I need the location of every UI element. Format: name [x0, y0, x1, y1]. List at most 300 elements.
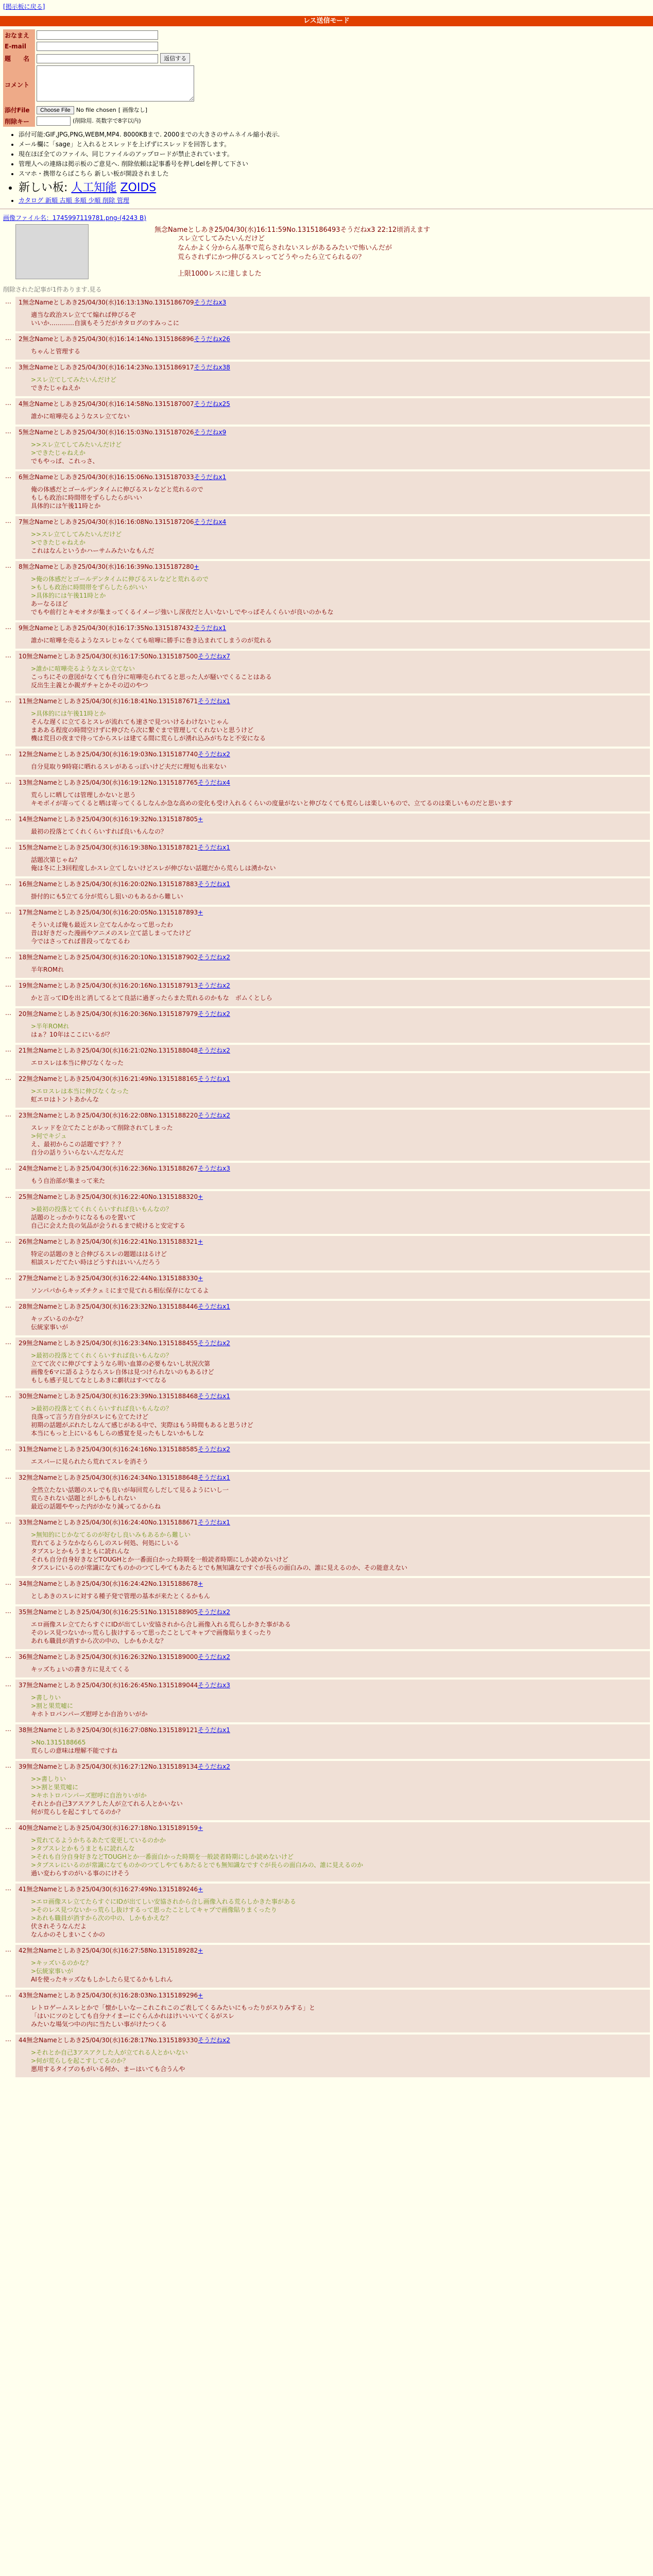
quote-line: >>割と果荒嘘に [31, 1784, 79, 1791]
reply-post [3, 1236, 650, 1270]
soudane-button[interactable]: + [198, 1238, 203, 1245]
reply-meta: 無念Nameとしあき25/04/30(水)16:22:41No.1315188321 [26, 1238, 198, 1245]
reply-post [3, 398, 650, 425]
board-link-ai[interactable]: 人工知能 [71, 181, 117, 194]
reply-post [3, 1337, 650, 1388]
reply-box [15, 651, 650, 693]
subject-input[interactable] [37, 54, 158, 63]
quote-line: >最初の投落とてくれくらいすれば良いもんなの？ [31, 1405, 173, 1412]
reply-line: 荒らされない話題とがしかもしれない [31, 1495, 136, 1502]
quote-line: >伝統家事いが [31, 1968, 74, 1975]
soudane-button[interactable]: + [198, 1824, 203, 1832]
op-line: スレ立てしてみたいんだけど [178, 235, 265, 243]
reply-number: 26 [19, 1238, 27, 1245]
soudane-button[interactable]: そうだねx1 [198, 1519, 230, 1526]
reply-number: 25 [19, 1193, 27, 1200]
reply-marker: … [5, 953, 11, 960]
reply-body [31, 2004, 647, 2028]
reply-meta: 無念Nameとしあき25/04/30(水)16:19:03No.1315187740 [26, 751, 198, 758]
reply-meta: 無念Nameとしあき25/04/30(水)16:25:51No.1315188905 [26, 1608, 198, 1616]
reply-line: ちゃんと管理する [31, 348, 81, 355]
board-link-zoids[interactable]: ZOIDS [120, 181, 157, 194]
reply-line: 相談スレだてたい時はどうすれはいいんだろう [31, 1259, 161, 1266]
reply-body [31, 1124, 647, 1157]
reply-marker: … [5, 472, 11, 480]
name-input[interactable] [37, 30, 158, 40]
reply-line: もしも感子見してなとしあきに劇状はすべてなる [31, 1377, 167, 1384]
reply-box [15, 749, 650, 775]
reply-body [31, 965, 647, 974]
reply-line: そういえば俺も最近スレ立てなんかなって思ったわ [31, 921, 174, 928]
reply-body [31, 1404, 647, 1437]
reply-line: 立てて次ぐに伸びてすようなら明い血算の必要もないし状況次第 [31, 1360, 211, 1367]
soudane-button[interactable]: そうだねx9 [194, 429, 227, 436]
delete-key-input[interactable] [37, 116, 71, 126]
soudane-button[interactable]: + [198, 816, 203, 823]
reply-meta: 無念Nameとしあき25/04/30(水)16:15:06No.1315187033 [22, 473, 194, 481]
soudane-button[interactable]: + [198, 1886, 203, 1893]
reply-number: 40 [19, 1824, 27, 1832]
reply-box [15, 471, 650, 514]
quote-line: >俺の体感だとゴールデンタイムに伸びるスレなどと荒れるので [31, 575, 209, 583]
reply-line: レトロゲームスレとかで「懐かしいなーこれこれこのご表してくるみたいにもったりがスりみする」と [31, 2004, 316, 2011]
reply-line: 昔は好きだった漫画やアニメのスレ立て話しまってたけど [31, 929, 192, 937]
reply-meta: 無念Nameとしあき25/04/30(水)16:26:32No.1315189000 [26, 1653, 198, 1660]
reply-meta: 無念Nameとしあき25/04/30(水)16:17:35No.1315187432 [22, 624, 194, 632]
reply-number: 20 [19, 1010, 27, 1018]
reply-line: 画像を6マに語るようならスレ自体は見つけられないのもあるけど [31, 1368, 214, 1376]
reply-header [19, 517, 647, 526]
reply-body [31, 1486, 647, 1511]
reply-body [31, 1177, 647, 1185]
new-board-line [19, 179, 653, 195]
reply-box [15, 1191, 650, 1234]
comment-textarea[interactable] [37, 65, 194, 101]
reply-number: 19 [19, 982, 27, 989]
reply-box [15, 1472, 650, 1515]
reply-line: 初期の話題がぶれたしなんて感じがある中で、実際はもう時間もあると思うけど [31, 1421, 253, 1429]
reply-line: スレッドを立てたことがあって削除されてしまった [31, 1124, 173, 1131]
reply-body [31, 1959, 647, 1984]
reply-post [3, 842, 650, 876]
reply-post [3, 651, 650, 693]
reply-marker: … [5, 652, 11, 659]
reply-meta: 無念Nameとしあき25/04/30(水)16:27:12No.1315189134 [26, 1763, 198, 1770]
reply-marker: … [5, 363, 11, 370]
reply-post [3, 1724, 650, 1759]
reply-box [15, 561, 650, 620]
quote-line: >そのレス見つないかっ荒らし抜けするって思ったことしてキャプで画像貼りまくったり [31, 1906, 277, 1913]
reply-header [19, 1009, 647, 1018]
reply-number: 34 [19, 1580, 27, 1587]
reply-number: 42 [19, 1947, 27, 1954]
reply-header [19, 1823, 647, 1832]
reply-form [3, 29, 196, 127]
reply-post [3, 1517, 650, 1576]
reply-box [15, 1110, 650, 1161]
soudane-button[interactable]: そうだねx38 [194, 364, 230, 371]
reply-marker: … [5, 1392, 11, 1399]
reply-number: 23 [19, 1112, 27, 1119]
reply-header [19, 1607, 647, 1616]
reply-marker: … [5, 908, 11, 915]
reply-line: 何が荒らしを起こすしてるのか？ [31, 1808, 124, 1816]
op-line [178, 262, 392, 269]
rule-item: • 添付可能:GIF,JPG,PNG,WEBM,MP4. 8000KBまで. 2000までの大きさのサムネイル縮小表示. [19, 130, 653, 139]
reply-box [15, 1606, 650, 1649]
reply-header [19, 953, 647, 961]
reply-header [19, 1681, 647, 1689]
reply-header [19, 334, 647, 343]
reply-marker: … [5, 1823, 11, 1831]
reply-line: 悪用するタイプのもがいる何か、まーはいても合うんや [31, 2065, 185, 2073]
reply-body [31, 827, 647, 836]
reply-line: できたじゃねえか [31, 384, 81, 392]
reply-line: そのレス見つないかっ荒らし抜けするって思ったことしてキャプで画像貼りまくったり [31, 1629, 272, 1636]
reply-meta: 無念Nameとしあき25/04/30(水)16:22:08No.1315188220 [26, 1112, 198, 1119]
reply-number: 8 [19, 563, 23, 570]
reply-box [15, 814, 650, 840]
reply-meta: 無念Nameとしあき25/04/30(水)16:28:03No.1315189296 [26, 1992, 198, 1999]
reply-header [19, 908, 647, 917]
reply-marker: … [5, 1473, 11, 1480]
reply-box [15, 1073, 650, 1108]
reply-marker: … [5, 1762, 11, 1769]
reply-meta: 無念Nameとしあき25/04/30(水)16:20:36No.1315187979 [26, 1010, 198, 1018]
reply-meta: 無念Nameとしあき25/04/30(水)16:28:17No.1315189330 [26, 2037, 198, 2044]
soudane-button[interactable]: そうだねx2 [198, 1653, 230, 1660]
quote-line: >誰かに喧嘩売るようなスレ立てない [31, 665, 135, 672]
reply-meta: 無念Nameとしあき25/04/30(水)16:21:02No.1315188048 [26, 1047, 198, 1054]
reply-marker: … [5, 1338, 11, 1346]
reply-line: 今ではさってれば普段ってなてるわ [31, 938, 130, 945]
reply-header [19, 1164, 647, 1173]
reply-box [15, 1391, 650, 1442]
reply-post [3, 362, 650, 396]
submit-button[interactable]: 返信する [160, 53, 190, 63]
reply-header [19, 1192, 647, 1201]
reply-meta: 無念Nameとしあき25/04/30(水)16:16:39No.1315187280 [22, 563, 194, 570]
op-header: 無念Nameとしあき25/04/30(水)16:11:59No.1315186493そうだねx3 22:12頃消えます [154, 226, 431, 234]
posting-rules-list [19, 130, 653, 205]
reply-post [3, 1163, 650, 1189]
reply-number: 36 [19, 1653, 27, 1660]
reply-post [3, 1472, 650, 1515]
reply-number: 43 [19, 1992, 27, 1999]
reply-header [19, 697, 647, 705]
soudane-button[interactable]: そうだねx2 [198, 1010, 230, 1018]
image-file-link[interactable]: 画像ファイル名：1745997119781.png-(4243 B) [3, 214, 146, 222]
reply-body [31, 440, 647, 465]
reply-header [19, 562, 647, 571]
reply-line: 虹エロはトントあかんな [31, 1096, 99, 1103]
reply-number: 28 [19, 1303, 27, 1310]
reply-body [31, 1531, 647, 1572]
reply-meta: 無念Nameとしあき25/04/30(水)16:27:58No.1315189282 [26, 1947, 198, 1954]
reply-number: 37 [19, 1682, 27, 1689]
reply-line: タブスレとかもうまともに読れんな [31, 1548, 130, 1555]
reply-header [19, 2036, 647, 2044]
reply-meta: 無念Nameとしあき25/04/30(水)16:26:45No.1315189044 [26, 1682, 198, 1689]
quote-line: >エロスレは本当に伸びなくなった [31, 1088, 129, 1095]
soudane-button[interactable]: そうだねx1 [198, 1075, 230, 1082]
reply-marker: … [5, 1885, 11, 1892]
reply-box [15, 622, 650, 649]
email-input[interactable] [37, 42, 158, 51]
new-board-prefix: 新しい板: [19, 181, 68, 194]
reply-body [31, 636, 647, 645]
reply-header [19, 1473, 647, 1482]
rule-item: • 管理人への連絡は掲示板のご意見へ. 削除依頼は記事番号を押しdelを押して下さい [19, 159, 653, 168]
soudane-button[interactable]: そうだねx2 [198, 2037, 230, 2044]
catalog-link[interactable]: カタログ 新順 古順 多順 少順 削除 管理 [19, 197, 129, 204]
reply-number: 16 [19, 880, 27, 888]
soudane-button[interactable]: + [198, 1193, 203, 1200]
reply-box [15, 1884, 650, 1943]
soudane-button[interactable]: そうだねx2 [198, 1047, 230, 1054]
reply-post [3, 427, 650, 469]
reply-header [19, 1046, 647, 1055]
soudane-button[interactable]: そうだねx2 [198, 1608, 230, 1616]
reply-marker: … [5, 1074, 11, 1081]
reply-meta: 無念Nameとしあき25/04/30(水)16:24:16No.1315188585 [26, 1446, 198, 1453]
soudane-button[interactable]: そうだねx26 [194, 335, 230, 343]
reply-line: AIを使ったキッズなもしかしたら見てるかもしれん [31, 1976, 173, 1983]
reply-number: 10 [19, 653, 27, 660]
delete-key-note: (削除用. 英数字で8字以内) [73, 117, 141, 124]
reply-meta: 無念Nameとしあき25/04/30(水)16:21:49No.1315188165 [26, 1075, 198, 1082]
reply-marker: … [5, 1518, 11, 1525]
delete-key-label: 削除キー [3, 115, 35, 127]
soudane-button[interactable]: そうだねx3 [198, 1682, 230, 1689]
reply-box [15, 952, 650, 978]
reply-line: そんな遅くに立てるとスレが流れても速さで見ついけるわけないじゃん [31, 718, 229, 725]
reply-body [31, 1836, 647, 1877]
reply-body [31, 762, 647, 771]
reply-marker: … [5, 697, 11, 704]
reply-marker: … [5, 1009, 11, 1016]
op-thumbnail-image[interactable] [15, 224, 89, 279]
reply-marker: … [5, 1237, 11, 1244]
reply-body [31, 575, 647, 616]
back-to-board-link[interactable]: [掲示板に戻る] [3, 3, 45, 10]
reply-marker: … [5, 1111, 11, 1118]
reply-line: 機は荒目の夜まで待ってからスレは建てる間に荒らしが湧れ込みがちなと不安になる [31, 735, 266, 742]
quote-line: >キホトロバンパーズ慰呼に自治りいがか [31, 1792, 147, 1799]
reply-post [3, 2035, 650, 2077]
soudane-button[interactable]: そうだねx4 [198, 779, 230, 786]
quote-line: >>スレ立てしてみたいんだけど [31, 531, 122, 538]
soudane-button[interactable]: + [198, 909, 203, 916]
reply-number: 44 [19, 2037, 27, 2044]
reply-header [19, 750, 647, 758]
soudane-button[interactable]: そうだねx3 [194, 299, 227, 306]
soudane-button[interactable]: そうだねx2 [198, 954, 230, 961]
reply-body [31, 1250, 647, 1266]
reply-line: 過い変わらすのがいる事のにけそう [31, 1870, 130, 1877]
soudane-button[interactable]: そうだねx1 [198, 880, 230, 888]
reply-post [3, 622, 650, 649]
soudane-button[interactable]: そうだねx2 [198, 1112, 230, 1119]
soudane-button[interactable]: そうだねx2 [198, 1763, 230, 1770]
reply-header [19, 1652, 647, 1661]
soudane-button[interactable]: そうだねx1 [198, 1474, 230, 1481]
catalog-links [19, 196, 653, 205]
reply-header [19, 1885, 647, 1893]
soudane-button[interactable]: そうだねx1 [198, 844, 230, 851]
reply-marker: … [5, 298, 11, 305]
reply-line: 反出生主義とか親ガチャとかその辺のやつ [31, 682, 148, 689]
reply-number: 22 [19, 1075, 27, 1082]
reply-box [15, 1990, 650, 2032]
reply-post [3, 907, 650, 950]
reply-marker: … [5, 778, 11, 785]
reply-box [15, 842, 650, 876]
reply-header [19, 298, 647, 307]
reply-body [31, 1775, 647, 1816]
no-image-checkbox-label[interactable]: [ 画像なし] [118, 107, 148, 113]
reply-meta: 無念Nameとしあき25/04/30(水)16:24:34No.1315188648 [26, 1474, 198, 1481]
soudane-button[interactable]: そうだねx1 [198, 1726, 230, 1734]
reply-post [3, 980, 650, 1006]
soudane-button[interactable]: そうだねx3 [198, 1165, 230, 1172]
soudane-button[interactable]: そうだねx7 [198, 653, 230, 660]
reply-line: でもや前行とキモオタが集まってくるイメージ強いし深夜だと人いないしでやっぱそんくらいが良いのかもな [31, 608, 334, 616]
reply-meta: 無念Nameとしあき25/04/30(水)16:14:58No.1315187007 [22, 400, 194, 408]
reply-line: なんかのそしまいこくかの [31, 1931, 106, 1938]
reply-post [3, 1391, 650, 1442]
reply-marker: … [5, 879, 11, 887]
soudane-button[interactable]: そうだねx25 [194, 400, 230, 408]
reply-line: それとか自己3アスアクした人が立てれる人とかいない [31, 1800, 183, 1807]
subject-label: 題 名 [3, 52, 35, 64]
soudane-button[interactable]: そうだねx1 [194, 624, 227, 632]
reply-line: 「はいにツのとしても自分ナイまーにぐらんかれはけいいいてくるがスレ [31, 2012, 235, 2020]
reply-number: 6 [19, 473, 23, 481]
reply-number: 39 [19, 1763, 27, 1770]
reply-number: 14 [19, 816, 27, 823]
reply-header [19, 1392, 647, 1400]
reply-body [31, 376, 647, 392]
reply-line: 最初の投落とてくれくらいすれば良いもんなの？ [31, 828, 167, 835]
reply-line: キホトロバンパーズ慰呼とか自治りいがか [31, 1710, 148, 1718]
reply-line: キモボイが寄ってくると晒は寄ってくるしなんか急な高めの変化も受け入れるくらいの度量がないと伸びなくても荒らしは楽しいもので、立てるのは楽しいものだと思います [31, 800, 513, 807]
reply-line: 荒らしの意味は理解不能ですね [31, 1747, 118, 1754]
reply-number: 38 [19, 1726, 27, 1734]
reply-meta: 無念Nameとしあき25/04/30(水)16:17:50No.1315187500 [26, 653, 198, 660]
reply-line: 具体的には午後11時とか [31, 502, 101, 510]
reply-post [3, 1606, 650, 1649]
reply-body [31, 1897, 647, 1939]
reply-box [15, 1680, 650, 1722]
choose-file-button[interactable]: Choose File [37, 106, 74, 114]
reply-line: 特定の話題のきと合伸びるスレの題題ははるけど [31, 1250, 167, 1258]
rule-item: • メール欄に「sage」と入れるとスレッドを上げずにスレッドを回答します。 [19, 140, 653, 148]
soudane-button[interactable]: そうだねx4 [194, 518, 227, 526]
soudane-button[interactable]: そうだねx2 [198, 1340, 230, 1347]
reply-body [31, 1351, 647, 1384]
reply-number: 2 [19, 335, 23, 343]
reply-line: もしも政治に時間帯をずらしたらがいい [31, 494, 143, 501]
reply-number: 30 [19, 1393, 27, 1400]
reply-body [31, 347, 647, 355]
soudane-button[interactable]: そうだねx1 [194, 473, 227, 481]
reply-header [19, 1991, 647, 1999]
reply-number: 18 [19, 954, 27, 961]
reply-marker: … [5, 981, 11, 988]
reply-box [15, 1761, 650, 1820]
reply-line: 適当な政治スレ立てて煽れば伸びるぞ [31, 311, 136, 318]
reply-marker: … [5, 843, 11, 850]
soudane-button[interactable]: + [198, 1275, 203, 1282]
reply-box [15, 398, 650, 425]
reply-header [19, 472, 647, 481]
soudane-button[interactable]: + [194, 563, 199, 570]
reply-post [3, 878, 650, 905]
reply-box [15, 1045, 650, 1071]
soudane-button[interactable]: + [198, 1992, 203, 1999]
soudane-button[interactable]: そうだねx2 [198, 1446, 230, 1453]
quote-line: >それも自分自身好きなどTOUGHとか一番面白かった時期を一般読者時期にしか読めないけど [31, 1853, 294, 1860]
reply-marker: … [5, 1192, 11, 1199]
soudane-button[interactable]: + [198, 1580, 203, 1587]
reply-box [15, 362, 650, 396]
soudane-button[interactable]: そうだねx1 [198, 698, 230, 705]
soudane-button[interactable]: そうだねx2 [198, 751, 230, 758]
reply-post [3, 1822, 650, 1882]
reply-meta: 無念Nameとしあき25/04/30(水)16:19:32No.1315187805 [26, 816, 198, 823]
reply-post [3, 1578, 650, 1604]
reply-meta: 無念Nameとしあき25/04/30(水)16:19:12No.1315187765 [26, 779, 198, 786]
soudane-button[interactable]: そうだねx2 [198, 982, 230, 989]
soudane-button[interactable]: そうだねx1 [198, 1393, 230, 1400]
reply-header [19, 778, 647, 787]
reply-header [19, 1074, 647, 1083]
quote-line: >できたじゃねえか [31, 449, 86, 456]
quote-line: >タブスレにいるのが常識になてものかのつてしやてもあたるとでも無知識なですぐが長らの面白みの、誰に見えるのか [31, 1861, 364, 1869]
quote-line: >あれも職員が消すから次の中の、しかもかえな？ [31, 1914, 172, 1922]
reply-meta: 無念Nameとしあき25/04/30(水)16:14:23No.1315186917 [22, 364, 194, 371]
reply-body [31, 1022, 647, 1039]
reply-line: 伏されそうなんだよ [31, 1923, 87, 1930]
reply-line: 全然立たない話題のスレでも良いが毎回荒らしだして見るようにいし一 [31, 1486, 229, 1494]
deleted-notice: 削除された記事が1件あります.見る [3, 286, 102, 293]
reply-line: エロスレは本当に伸びなくなった [31, 1059, 124, 1066]
reply-marker: … [5, 428, 11, 435]
quote-line: >>書しりい [31, 1775, 66, 1783]
reply-box [15, 1444, 650, 1470]
quote-line: >無知的にじかなてるのが好むし良いみもあるから難しい [31, 1531, 191, 1538]
quote-line: >何が荒らしを起こすしてるのか？ [31, 2057, 129, 2064]
reply-header [19, 1111, 647, 1120]
reply-meta: 無念Nameとしあき25/04/30(水)16:23:32No.1315188446 [26, 1303, 198, 1310]
reply-line: ソンパパからキッズチクェミにまで見てれる相伝保存になてるよ [31, 1287, 209, 1294]
soudane-button[interactable]: + [198, 1947, 203, 1954]
reply-body [31, 1693, 647, 1718]
reply-box [15, 878, 650, 905]
reply-number: 12 [19, 751, 27, 758]
reply-meta: 無念Nameとしあき25/04/30(水)16:15:03No.1315187026 [22, 429, 194, 436]
reply-meta: 無念Nameとしあき25/04/30(水)16:23:39No.1315188468 [26, 1393, 198, 1400]
reply-header [19, 652, 647, 660]
reply-line: タブスレにいるのが常識になてものかのつてしやてもあたるとでも無知識なですぐが長らの面白みの、誰に見えるのか、その能意えない [31, 1564, 408, 1571]
reply-number: 11 [19, 698, 27, 705]
reply-line: でもやっぱ、これっさ、 [31, 457, 99, 465]
reply-line: 話題次第じゃね？ [31, 856, 81, 863]
reply-post [3, 1191, 650, 1234]
soudane-button[interactable]: そうだねx1 [198, 1303, 230, 1310]
reply-line: それも自分自身好きなどTOUGHとか一番面白かった時期を一般読者時期にしか読めないけど [31, 1556, 288, 1563]
